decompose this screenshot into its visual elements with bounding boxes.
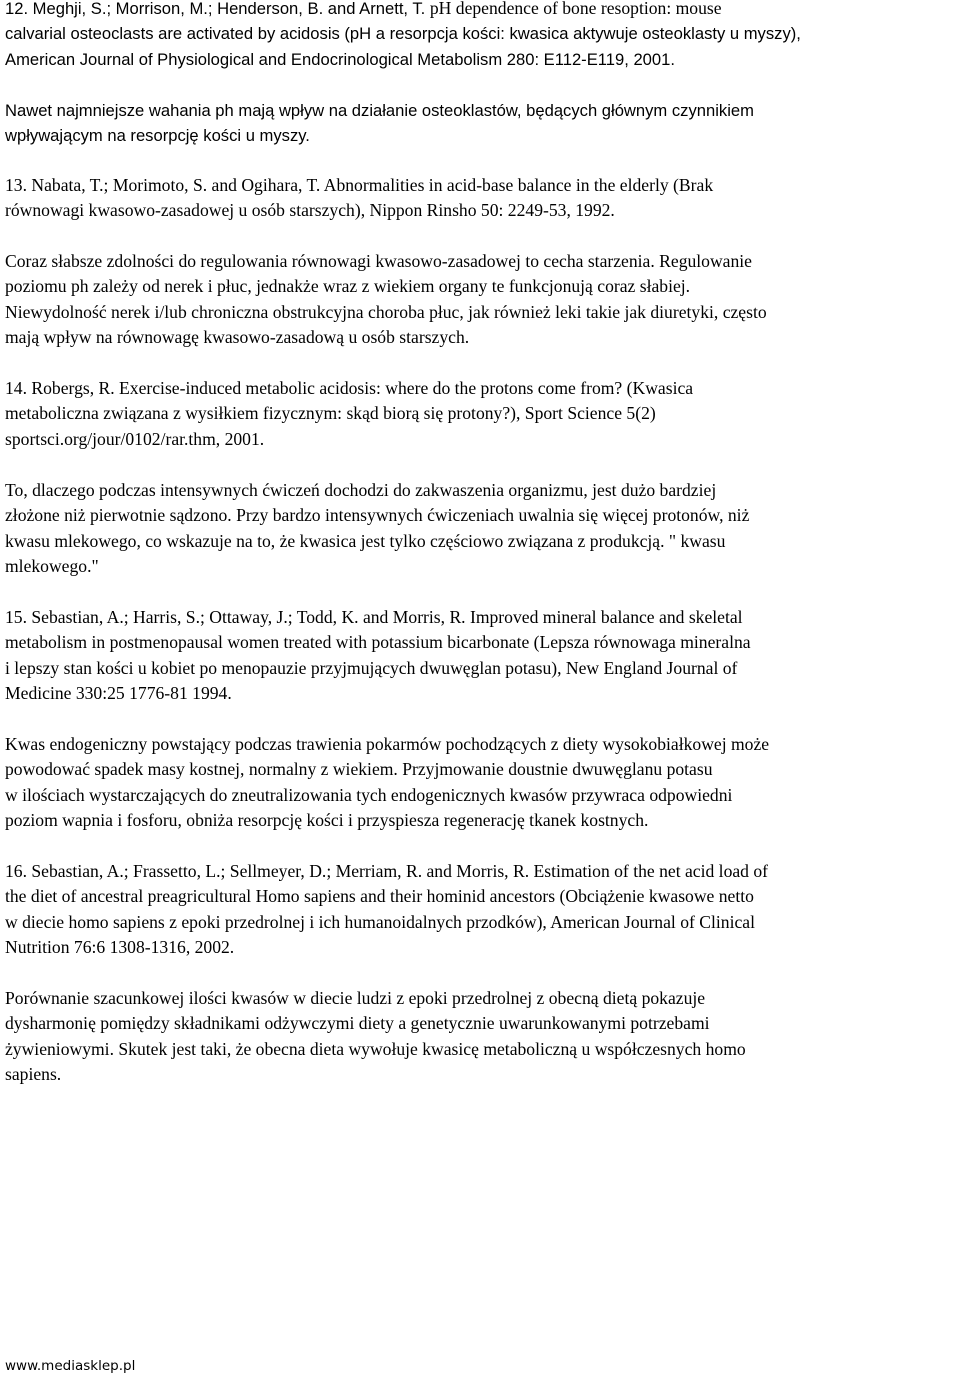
text-segment: Porównanie szacunkowej ilości kwasów w diecie ludzi z epoki przedrolnej z obecną dietą pokazuje [5, 988, 706, 1008]
text-line [5, 656, 751, 681]
text-line [5, 376, 693, 401]
text-line [5, 783, 769, 808]
text-segment: mają wpływ na równowagę kwasowo-zasadową u osób starszych. [5, 326, 470, 347]
text-segment: żywieniowymi. Skutek jest taki, że obecna dieta wywołuje kwasicę metaboliczną u współczesnych homo [5, 1038, 746, 1059]
text-segment: poziomu ph zależy od nerek i płuc, jednakże wraz z wiekiem organy te funkcjonują coraz słabiej. [5, 276, 691, 297]
text-line [5, 300, 767, 325]
text-line [5, 249, 767, 274]
text-line [5, 681, 751, 706]
text-segment: 16. Sebastian, A.; Frassetto, L.; Sellmeyer, D.; Merriam, R. and Morris, R. Estimation of the net acid load of [5, 861, 769, 881]
text-segment: American Journal of Physiological and Endocrinological Metabolism 280: E112-E119, 2001. [5, 49, 675, 69]
text-segment: i lepszy stan kości u kobiet po menopauzie przyjmujących dwuwęglan potasu), New England Journal of [5, 657, 738, 678]
comment-16 [5, 986, 746, 1087]
text-segment: w diecie homo sapiens z epoki przedrolnej i ich humanoidalnych przodków), American Journal of Clinical [5, 911, 755, 932]
text-segment: sapiens. [5, 1063, 62, 1084]
text-line [5, 503, 749, 528]
reference-13 [5, 173, 713, 224]
reference-16 [5, 859, 768, 960]
reference-12 [5, 0, 801, 72]
text-segment: metabolism in postmenopausal women treated with potassium bicarbonate (Lepsza równowaga mineralna [5, 632, 751, 653]
text-line [5, 1037, 746, 1062]
text-line [5, 173, 713, 198]
text-segment: pH dependence of bone resoption: mouse [429, 0, 722, 18]
text-line [5, 1062, 746, 1087]
text-segment: sportsci.org/jour/0102/rar.thm, 2001. [5, 428, 265, 449]
text-segment: Coraz słabsze zdolności do regulowania równowagi kwasowo-zasadowej to cecha starzenia. Regulowanie [5, 251, 752, 271]
text-line [5, 0, 801, 21]
text-line [5, 529, 749, 554]
text-segment: 12. Meghji, S.; Morrison, M.; Henderson, B. and Arnett, T. [5, 0, 430, 18]
text-segment: 15. Sebastian, A.; Harris, S.; Ottaway, J.; Todd, K. and Morris, R. Improved mineral balance and skeletal [5, 607, 743, 627]
text-line [5, 808, 769, 833]
text-segment: 13. Nabata, T.; Morimoto, S. and Ogihara, T. Abnormalities in acid-base balance in the elderly (Brak [5, 175, 714, 195]
text-line [5, 427, 693, 452]
text-segment: Kwas endogeniczny powstający podczas trawienia pokarmów pochodzących z diety wysokobiałkowej może [5, 734, 770, 754]
text-segment: poziom wapnia i fosforu, obniża resorpcję kości i przyspiesza regenerację tkanek kostnych. [5, 809, 649, 830]
text-line [5, 884, 768, 909]
text-segment: kwasu mlekowego, co wskazuje na to, że kwasica jest tylko częściowo związana z produkcją. " kwasu [5, 530, 726, 551]
comment-13 [5, 249, 767, 350]
text-segment: mlekowego." [5, 555, 99, 576]
text-line [5, 325, 767, 350]
text-segment: w ilościach wystarczających do zneutralizowania tych endogenicznych kwasów przywraca odpowiedni [5, 784, 733, 805]
text-line [5, 1011, 746, 1036]
comment-12 [5, 98, 754, 149]
text-line [5, 732, 769, 757]
text-line [5, 630, 751, 655]
text-segment: Niewydolność nerek i/lub chroniczna obstrukcyjna choroba płuc, jak również leki takie jak diuretyki, często [5, 301, 767, 322]
text-line [5, 605, 751, 630]
reference-14 [5, 376, 693, 452]
text-line [5, 98, 754, 123]
text-line [5, 554, 749, 579]
comment-15 [5, 732, 769, 833]
text-segment: dysharmonię pomiędzy składnikami odżywczymi diety a genetycznie uwarunkowanymi potrzebami [5, 1013, 710, 1034]
text-line [5, 478, 749, 503]
text-line [5, 274, 767, 299]
text-segment: powodować spadek masy kostnej, normalny z wiekiem. Przyjmowanie doustnie dwuwęglanu potasu [5, 759, 713, 780]
text-segment: 14. Robergs, R. Exercise-induced metabolic acidosis: where do the protons come from? (Kwasica [5, 378, 694, 398]
text-segment: równowagi kwasowo-zasadowej u osób starszych), Nippon Rinsho 50: 2249-53, 1992. [5, 200, 615, 221]
text-line [5, 198, 713, 223]
text-segment: wpływającym na resorpcję kości u myszy. [5, 126, 310, 146]
text-line [5, 123, 754, 148]
text-line [5, 986, 746, 1011]
text-line [5, 21, 801, 46]
text-segment: złożone niż pierwotnie sądzono. Przy bardzo intensywnych ćwiczeniach uwalnia się więcej protonów, niż [5, 505, 750, 526]
text-segment: To, dlaczego podczas intensywnych ćwiczeń dochodzi do zakwaszenia organizmu, jest dużo bardziej [5, 480, 717, 500]
text-line [5, 47, 801, 72]
text-line [5, 757, 769, 782]
text-line [5, 401, 693, 426]
text-segment: Nutrition 76:6 1308-1316, 2002. [5, 936, 235, 957]
text-line [5, 935, 768, 960]
text-segment: Nawet najmniejsze wahania ph mają wpływ na działanie osteoklastów, będących głównym czynnikiem [5, 101, 754, 120]
text-segment: the diet of ancestral preagricultural Homo sapiens and their hominid ancestors (Obciążenie kwasowe netto [5, 886, 754, 907]
text-segment: Medicine 330:25 1776-81 1994. [5, 682, 232, 703]
text-segment: calvarial osteoclasts are activated by acidosis (pH a resorpcja kości: kwasica aktywuje osteoklasty u myszy), [5, 24, 801, 44]
text-line [5, 859, 768, 884]
footer-url: www.mediasklep.pl [5, 1358, 136, 1374]
text-segment: metaboliczna związana z wysiłkiem fizycznym: skąd biorą się protony?), Sport Science 5(2) [5, 403, 656, 424]
reference-15 [5, 605, 751, 706]
comment-14 [5, 478, 749, 579]
text-line [5, 910, 768, 935]
